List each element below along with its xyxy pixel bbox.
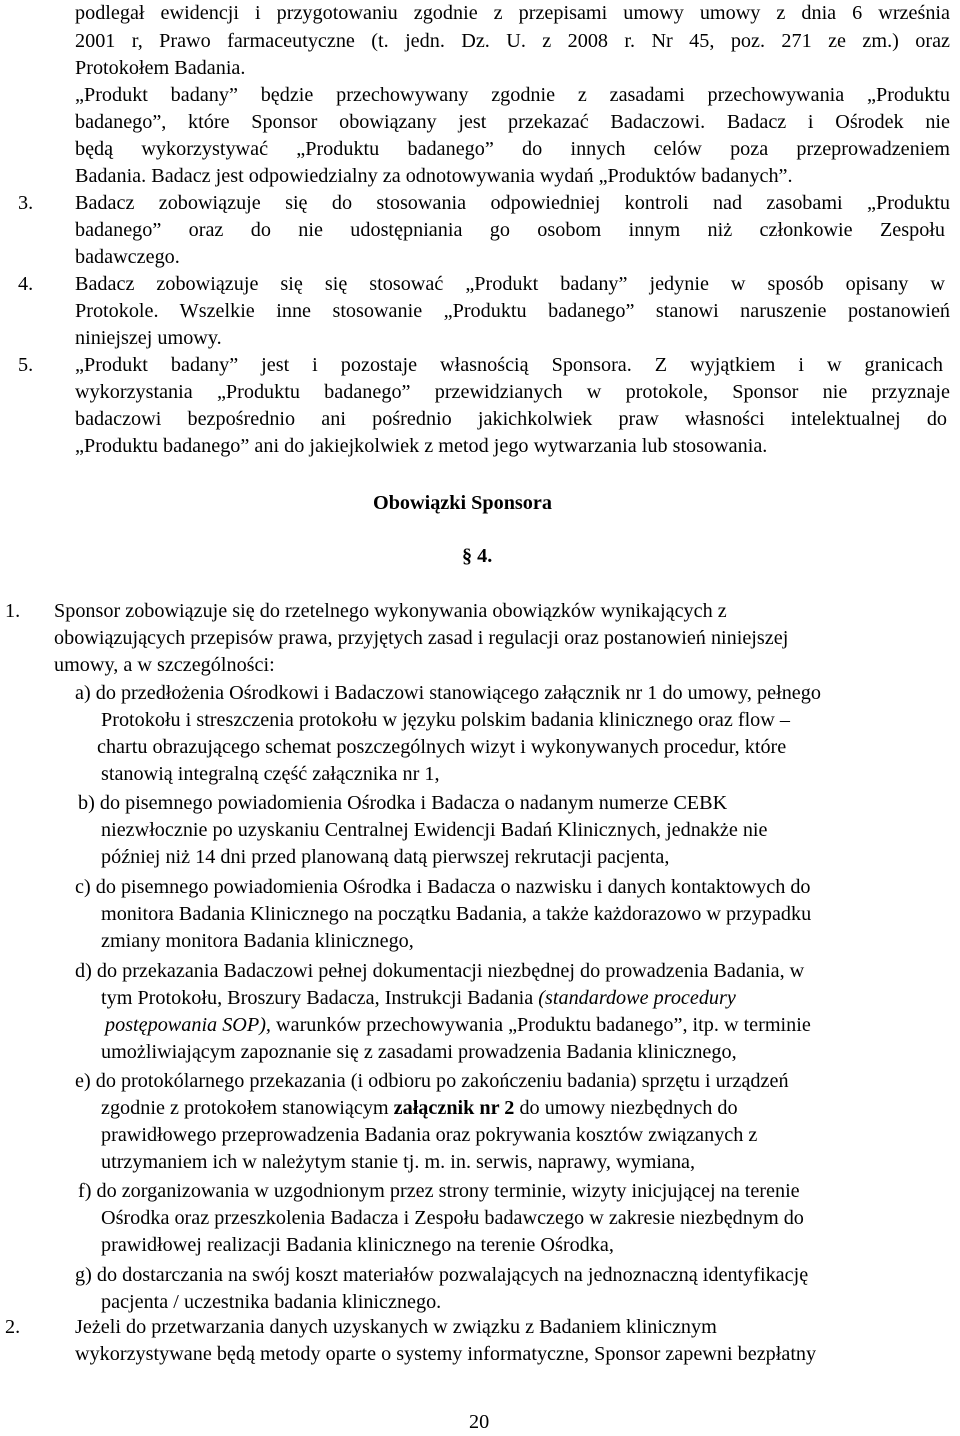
page-number: 20	[469, 1411, 490, 1433]
text-line: „Produkt badany” będzie przechowywany zgodnie z zasadami przechowywania „Produktu	[75, 84, 950, 106]
item-number: 5.	[18, 354, 34, 376]
text-line: d) do przekazania Badaczowi pełnej dokumentacji niezbędnej do prowadzenia Badania, w	[75, 960, 805, 982]
text-line	[101, 985, 736, 1011]
text-line: badaczowi bezpośrednio ani pośrednio jakichkolwiek praw własności intelektualnej do	[75, 408, 947, 430]
text-line: utrzymaniem ich w należytym stanie tj. m. in. serwis, naprawy, wymiana,	[101, 1151, 696, 1173]
text-line: będą wykorzystywać „Produktu badanego” do innych celów poza przeprowadzeniem	[75, 138, 950, 160]
item-number: 4.	[18, 273, 34, 295]
text-line: umowy, a w szczególności:	[54, 654, 275, 676]
text-line: obowiązujących przepisów prawa, przyjętych zasad i regulacji oraz postanowień niniejszej	[54, 627, 789, 649]
text-line: prawidłowego przeprowadzenia Badania oraz pokrywania kosztów związanych z	[101, 1124, 758, 1146]
text-line: b) do pisemnego powiadomienia Ośrodka i Badacza o nadanym numerze CEBK	[78, 792, 728, 814]
text-line: później niż 14 dni przed planowaną datą pierwszej rekrutacji pacjenta,	[101, 846, 670, 868]
text-span-italic: postępowania SOP),	[105, 1014, 271, 1036]
text-line: badawczego.	[75, 246, 180, 268]
text-line: Badania. Badacz jest odpowiedzialny za odnotowywania wydań „Produktów badanych”.	[75, 165, 793, 187]
text-span: zgodnie z protokołem stanowiącym	[101, 1097, 394, 1119]
text-line: niniejszej umowy.	[75, 327, 222, 349]
text-line: g) do dostarczania na swój koszt materiałów pozwalających na jednoznaczną identyfikację	[75, 1264, 809, 1286]
text-line: monitora Badania Klinicznego na początku Badania, a także każdorazowo w przypadku	[101, 903, 812, 925]
text-line: badanego” oraz do nie udostępniania go osobom innym niż członkowie Zespołu	[75, 219, 945, 241]
text-line: Ośrodka oraz przeszkolenia Badacza i Zespołu badawczego w zakresie niezbędnym do	[101, 1207, 804, 1229]
text-line: Protokole. Wszelkie inne stosowanie „Produktu badanego” stanowi naruszenie postanowień	[75, 300, 950, 322]
text-line: niezwłocznie po uzyskaniu Centralnej Ewidencji Badań Klinicznych, jednakże nie	[101, 819, 768, 841]
text-span-italic: (standardowe procedury	[538, 987, 736, 1009]
text-line: umożliwiającym zapoznanie się z zasadami prowadzenia Badania klinicznego,	[101, 1041, 737, 1063]
text-line: podlegał ewidencji i przygotowaniu zgodnie z przepisami umowy umowy z dnia 6 września	[75, 2, 950, 24]
item-number: 3.	[18, 192, 34, 214]
text-span-bold: załącznik nr 2	[393, 1097, 515, 1119]
text-line: wykorzystania „Produktu badanego” przewidzianych w protokole, Sponsor nie przyznaje	[75, 381, 950, 403]
text-line: chartu obrazującego schemat poszczególnych wizyt i wykonywanych procedur, które	[97, 736, 787, 758]
text-line: stanowią integralną część załącznika nr 1,	[101, 763, 440, 785]
text-line: 2001 r, Prawo farmaceutyczne (t. jedn. Dz. U. z 2008 r. Nr 45, poz. 271 ze zm.) oraz	[75, 30, 950, 52]
text-line: Jeżeli do przetwarzania danych uzyskanych w związku z Badaniem klinicznym	[75, 1316, 717, 1338]
text-line: Badacz zobowiązuje się do stosowania odpowiedniej kontroli nad zasobami „Produktu	[75, 192, 950, 214]
text-line: Protokołu i streszczenia protokołu w języku polskim badania klinicznego oraz flow –	[101, 709, 790, 731]
text-line: badanego”, które Sponsor obowiązany jest przekazać Badaczowi. Badacz i Ośrodek nie	[75, 111, 950, 133]
text-span: do umowy niezbędnych do	[514, 1097, 738, 1119]
text-line: zmiany monitora Badania klinicznego,	[101, 930, 414, 952]
text-line	[101, 1095, 738, 1121]
text-line	[105, 1012, 811, 1038]
text-line: „Produkt badany” jest i pozostaje własnością Sponsora. Z wyjątkiem i w granicach	[75, 354, 943, 376]
text-line: Protokołem Badania.	[75, 57, 246, 79]
text-span: tym Protokołu, Broszury Badacza, Instrukcji Badania	[101, 987, 539, 1009]
text-line: wykorzystywane będą metody oparte o systemy informatyczne, Sponsor zapewni bezpłatny	[75, 1343, 817, 1365]
text-line: prawidłowej realizacji Badania klinicznego na terenie Ośrodka,	[101, 1234, 614, 1256]
text-line: pacjenta / uczestnika badania klinicznego.	[101, 1291, 442, 1313]
text-line: Badacz zobowiązuje się się stosować „Produkt badany” jedynie w sposób opisany w	[75, 273, 945, 295]
text-line: a) do przedłożenia Ośrodkowi i Badaczowi stanowiącego załącznik nr 1 do umowy, pełnego	[75, 682, 821, 704]
item-number: 1.	[5, 600, 21, 622]
text-line: Sponsor zobowiązuje się do rzetelnego wykonywania obowiązków wynikających z	[54, 600, 727, 622]
text-line: f) do zorganizowania w uzgodnionym przez strony terminie, wizyty inicjującej na terenie	[78, 1180, 800, 1202]
text-line: e) do protokólarnego przekazania (i odbioru po zakończeniu badania) sprzętu i urządzeń	[75, 1070, 789, 1092]
text-line: „Produktu badanego” ani do jakiejkolwiek z metod jego wytwarzania lub stosowania.	[75, 435, 768, 457]
section-number: § 4.	[462, 545, 493, 567]
section-heading: Obowiązki Sponsora	[373, 492, 552, 514]
text-line: c) do pisemnego powiadomienia Ośrodka i Badacza o nazwisku i danych kontaktowych do	[75, 876, 811, 898]
item-number: 2.	[5, 1316, 21, 1338]
text-span: warunków przechowywania „Produktu badanego”, itp. w terminie	[270, 1014, 811, 1036]
